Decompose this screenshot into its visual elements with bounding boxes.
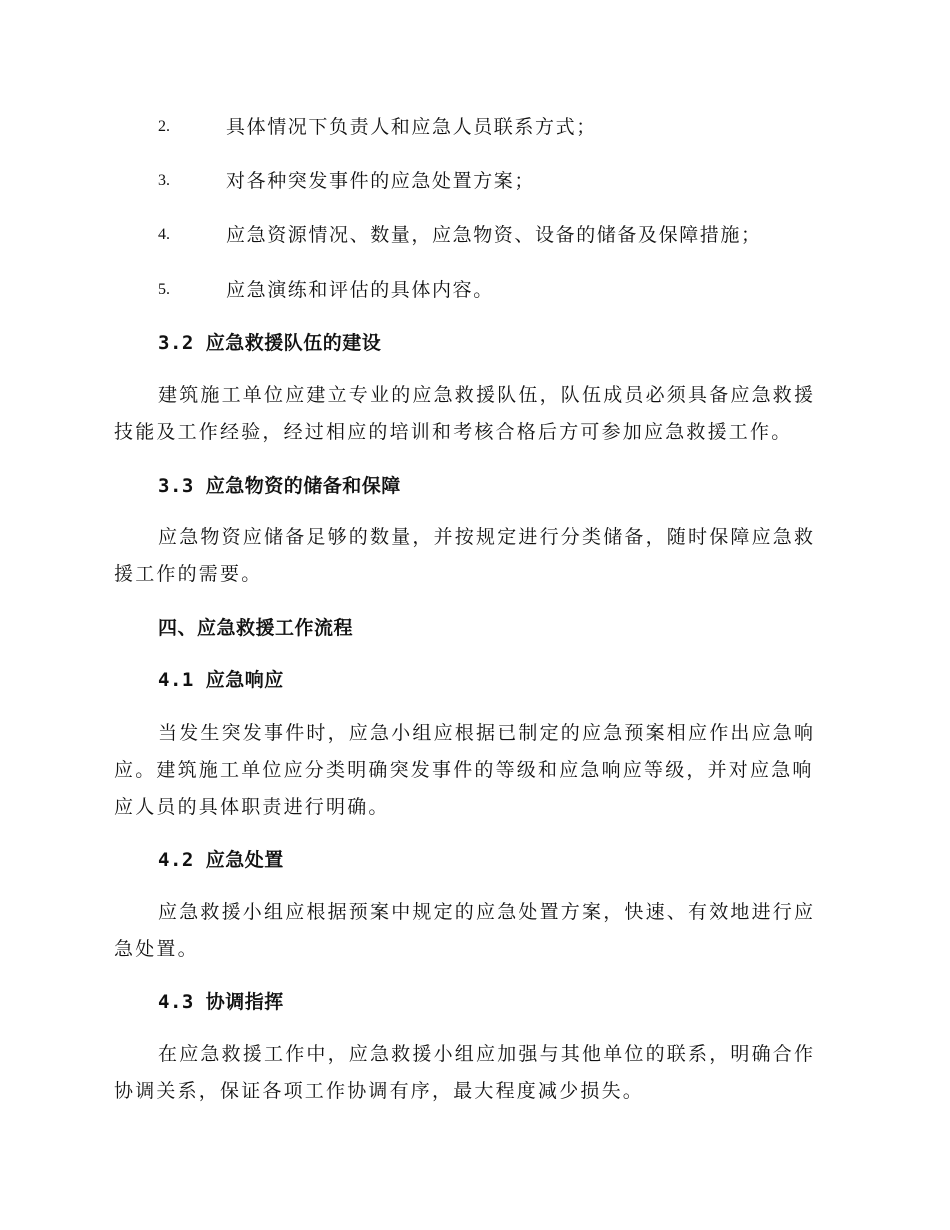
paragraph-line: 应人员的具体职责进行明确。 (114, 796, 390, 818)
list-item-number: 3. (158, 172, 170, 189)
section-heading-3-3: 3.3 应急物资的储备和保障 (158, 475, 401, 497)
list-item-text: 对各种突发事件的应急处置方案； (226, 170, 536, 192)
list-item (158, 166, 858, 196)
list-item-text: 应急演练和评估的具体内容。 (226, 279, 494, 301)
paragraph-line: 在应急救援工作中，应急救援小组应加强与其他单位的联系，明确合作 (158, 1043, 816, 1065)
paragraph-line: 应急救援小组应根据预案中规定的应急处置方案，快速、有效地进行应 (158, 901, 816, 923)
list-item-number: 4. (158, 226, 170, 243)
section-paragraph-3-2 (114, 377, 834, 451)
paragraph-line: 技能及工作经验，经过相应的培训和考核合格后方可参加应急救援工作。 (114, 421, 793, 443)
list-item (158, 220, 858, 250)
list-item (158, 112, 858, 142)
section-paragraph-3-3 (114, 519, 834, 593)
paragraph-line: 应急物资应储备足够的数量，并按规定进行分类储备，随时保障应急救 (158, 526, 816, 548)
section-paragraph-4-3 (114, 1036, 834, 1110)
section-paragraph-4-1 (114, 715, 834, 826)
paragraph-line: 急处置。 (114, 938, 199, 960)
list-item-text: 应急资源情况、数量，应急物资、设备的储备及保障措施； (226, 224, 762, 246)
section-heading-4-1: 4.1 应急响应 (158, 669, 284, 691)
paragraph-line: 应。建筑施工单位应分类明确突发事件的等级和应急响应等级，并对应急响 (114, 759, 814, 781)
paragraph-line: 当发生突发事件时，应急小组应根据已制定的应急预案相应作出应急响 (158, 722, 816, 744)
paragraph-line: 建筑施工单位应建立专业的应急救援队伍，队伍成员必须具备应急救援 (158, 384, 816, 406)
section-heading-4-2: 4.2 应急处置 (158, 849, 284, 871)
list-item-number: 5. (158, 281, 170, 298)
section-heading-4-3: 4.3 协调指挥 (158, 991, 284, 1013)
section-heading-3-2: 3.2 应急救援队伍的建设 (158, 332, 382, 354)
chapter-heading-4: 四、应急救援工作流程 (158, 617, 354, 639)
paragraph-line: 援工作的需要。 (114, 563, 263, 585)
section-paragraph-4-2 (114, 894, 834, 968)
list-item-number: 2. (158, 118, 170, 135)
list-item (158, 275, 858, 305)
list-item-text: 具体情况下负责人和应急人员联系方式； (226, 116, 597, 138)
paragraph-line: 协调关系，保证各项工作协调有序，最大程度减少损失。 (114, 1080, 645, 1102)
